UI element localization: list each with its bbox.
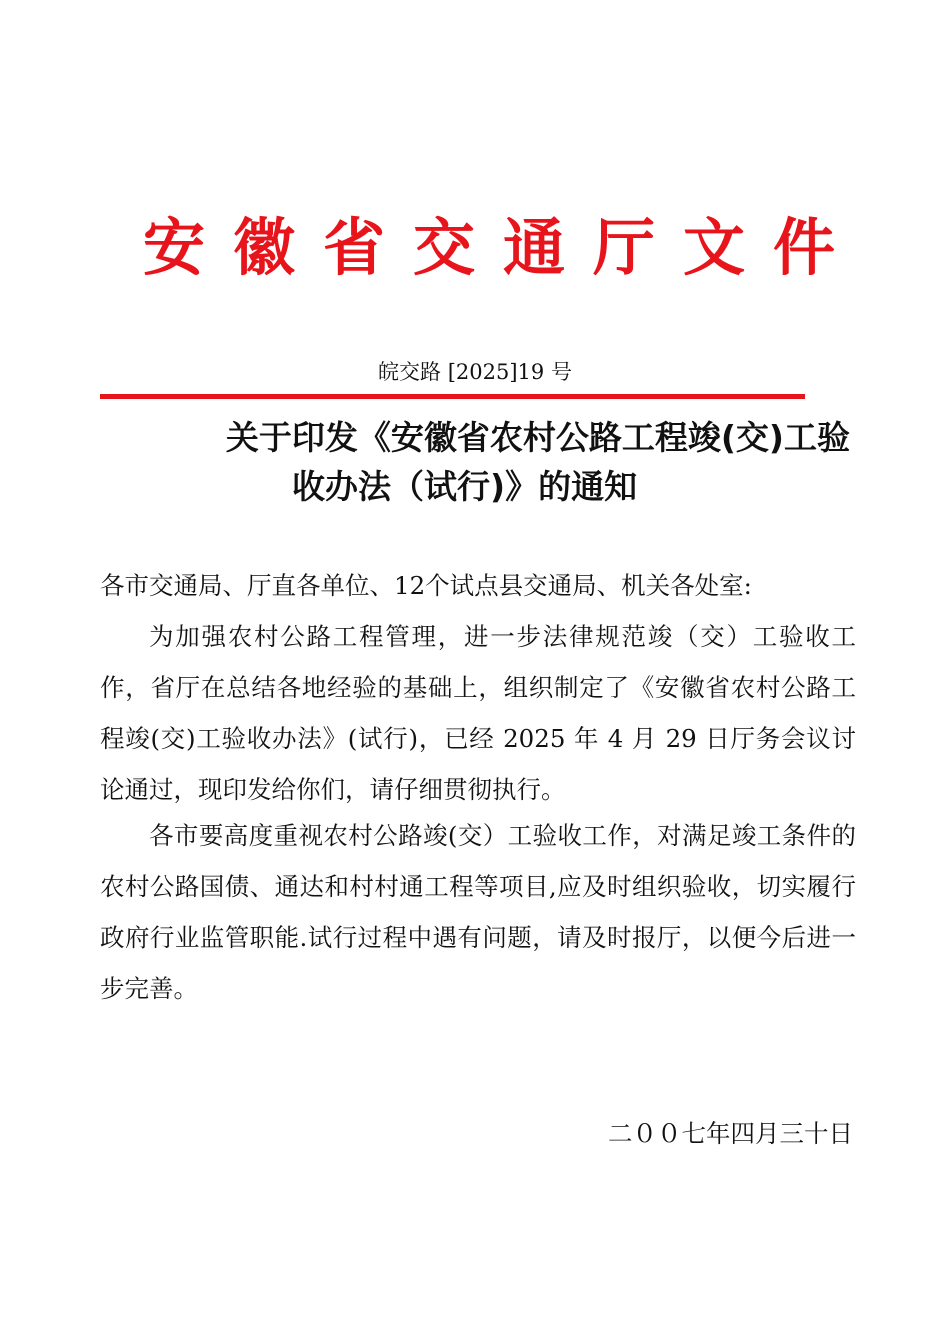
document-title-line-1: 关于印发《安徽省农村公路工程竣(交)工验 [225, 418, 850, 457]
document-date: 二００七年四月三十日 [608, 1119, 853, 1148]
document-title-line-2: 收办法（试行)》的通知 [292, 467, 638, 506]
body-paragraph-2: 各市要高度重视农村公路竣(交）工验收工作，对满足竣工条件的农村公路国债、通达和村村通工程等项目,应及时组织验收，切实履行政府行业监管职能.试行过程中遇有问题，请及时报厅，以便今后进一步完善。 [100, 821, 856, 1003]
salutation: 各市交通局、厅直各单位、12个试点县交通局、机关各处室: [100, 571, 752, 600]
body-paragraph-1: 为加强农村公路工程管理，进一步法律规范竣（交）工验收工作，省厅在总结各地经验的基础上，组织制定了《安徽省农村公路工程竣(交)工验收办法》(试行)，已经 2025 年 4 月 29 日厅务会议讨论通过，现印发给你们，请仔细贯彻执行。 [100, 622, 856, 804]
document-masthead: 安徽省交通厅文件 [142, 211, 863, 284]
red-header-rule [100, 394, 805, 399]
document-number: 皖交路 [2025]19 号 [378, 360, 572, 384]
